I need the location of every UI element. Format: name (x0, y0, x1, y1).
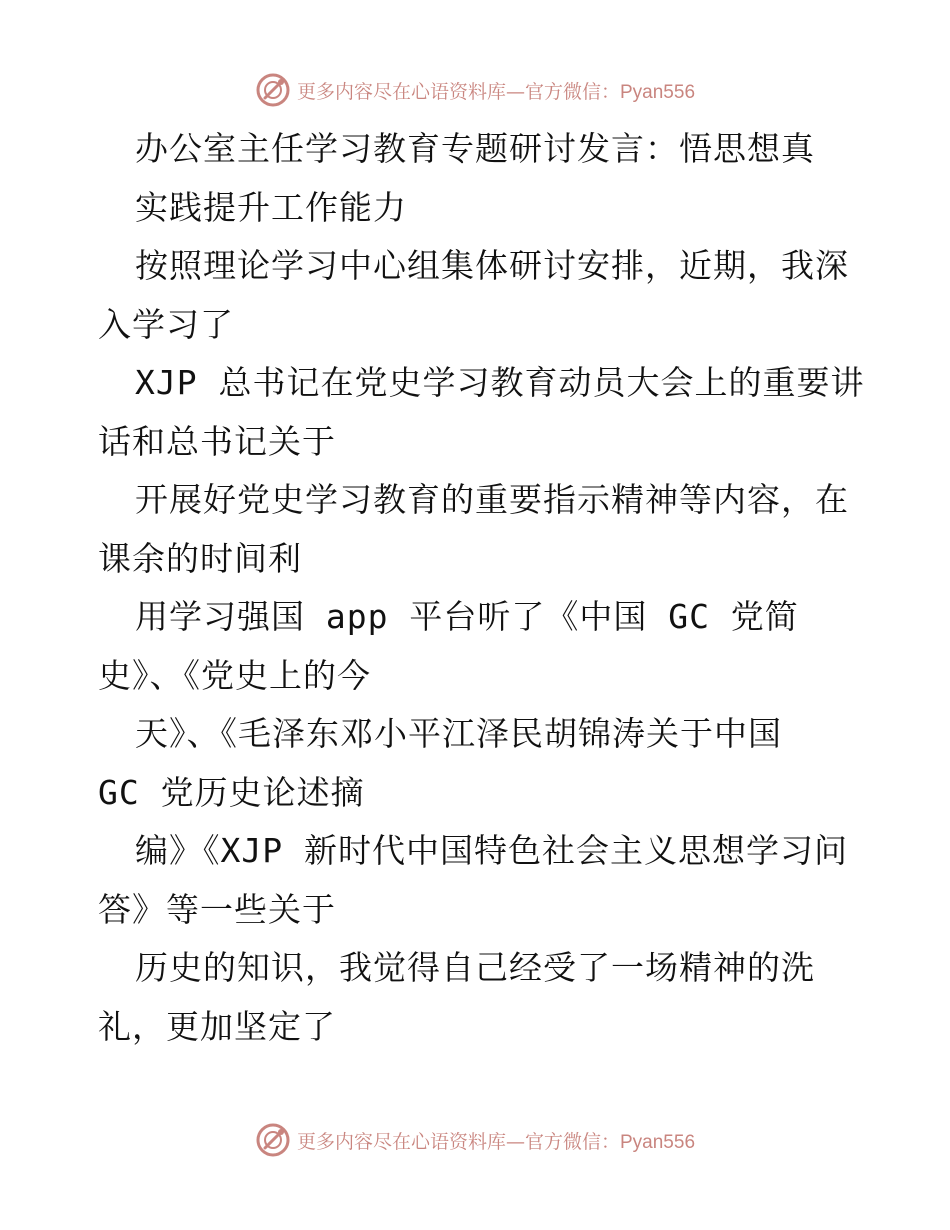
paragraph-line: 历史的知识，我觉得自己经受了一场精神的洗 (135, 948, 815, 987)
header-wechat-id: Pyan556 (620, 81, 696, 103)
logo-icon (255, 1122, 291, 1158)
paragraph-line: 天》、《毛泽东邓小平江泽民胡锦涛关于中国 (135, 714, 782, 753)
paragraph-line: 按照理论学习中心组集体研讨安排，近期，我深 (135, 246, 849, 285)
paragraph-line: 话和总书记关于 (98, 421, 336, 461)
paragraph-line: GC 党历史论述摘 (98, 772, 365, 812)
paragraph-line: XJP 总书记在党史学习教育动员大会上的重要讲 (135, 363, 865, 402)
document-body (98, 120, 865, 1056)
header-watermark-banner (0, 68, 950, 112)
header-banner-text: 更多内容尽在心语资料库—官方微信：Pyan556 (296, 80, 696, 103)
footer-watermark-banner (0, 1118, 950, 1162)
paragraph-line: 礼，更加坚定了 (98, 1006, 336, 1046)
paragraph-line: 入学习了 (98, 304, 234, 344)
footer-banner-text: 更多内容尽在心语资料库—官方微信：Pyan556 (296, 1130, 696, 1153)
paragraph-line: 用学习强国 app 平台听了《中国 GC 党简 (135, 597, 799, 636)
title-line-2: 实践提升工作能力 (135, 187, 407, 227)
paragraph-line: 课余的时间利 (98, 538, 302, 578)
paragraph-line: 开展好党史学习教育的重要指示精神等内容，在 (135, 480, 849, 519)
paragraph-line: 编》《XJP 新时代中国特色社会主义思想学习问 (135, 831, 848, 870)
paragraph-line: 史》、《党史上的今 (98, 655, 371, 695)
paragraph-line: 答》等一些关于 (98, 889, 336, 929)
title-line-1: 办公室主任学习教育专题研讨发言：悟思想真 (135, 129, 815, 168)
footer-wechat-id: Pyan556 (620, 1131, 696, 1153)
logo-icon (255, 72, 291, 108)
